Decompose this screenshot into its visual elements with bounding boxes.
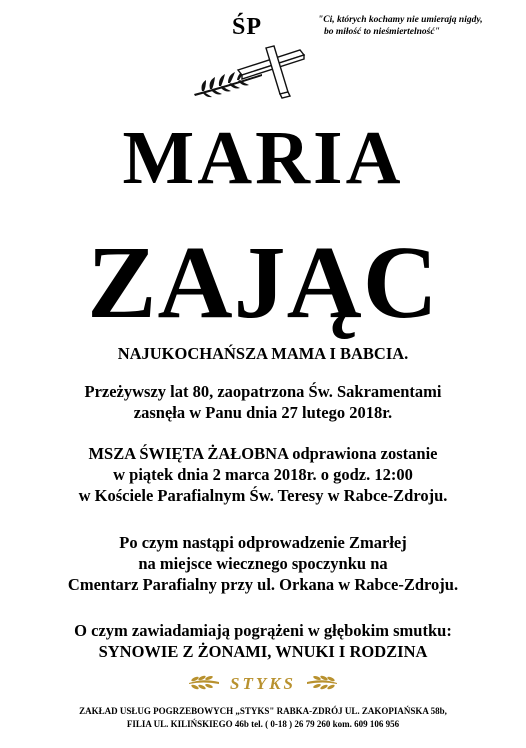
logo-text: STYKS xyxy=(229,674,297,693)
cross-with-palm-icon xyxy=(192,44,310,100)
quote xyxy=(318,14,518,38)
footer-line: ZAKŁAD USŁUG POGRZEBOWYCH „STYKS" RABKA-ZDRÓJ UL. ZAKOPIAŃSKA 58b, xyxy=(79,706,447,716)
closing-info xyxy=(0,620,526,662)
closing-line: O czym zawiadamiają pogrążeni w głębokim smutku: xyxy=(74,621,452,640)
mass-line: w piątek dnia 2 marca 2018r. o godz. 12:00 xyxy=(113,465,413,484)
mass-line: w Kościele Parafialnym Św. Teresy w Rabce-Zdroju. xyxy=(78,486,448,505)
death-line: zasnęła w Panu dnia 27 lutego 2018r. xyxy=(133,403,393,422)
mass-info xyxy=(0,443,526,506)
death-line: Przeżywszy lat 80, zaopatrzona Św. Sakramentami xyxy=(84,382,442,401)
mass-line: MSZA ŚWIĘTA ŻAŁOBNA odprawiona zostanie xyxy=(88,444,438,463)
burial-line: Po czym nastąpi odprowadzenie Zmarłej xyxy=(119,533,407,552)
styks-logo-icon xyxy=(185,670,341,696)
burial-line: na miejsce wiecznego spoczynku na xyxy=(138,554,388,573)
footer-line: FILIA UL. KILIŃSKIEGO 46b tel. ( 0-18 ) 26 79 260 kom. 609 106 956 xyxy=(126,719,400,729)
subtitle: NAJUKOCHAŃSZA MAMA I BABCIA. xyxy=(117,344,409,363)
burial-info xyxy=(0,532,526,595)
burial-line: Cmentarz Parafialny przy ul. Orkana w Rabce-Zdroju. xyxy=(67,575,459,594)
last-name: ZAJĄC xyxy=(87,225,439,340)
laurel-right-icon xyxy=(307,675,337,690)
quote-line-1: "Ci, których kochamy nie umierają nigdy, xyxy=(318,15,483,25)
death-info xyxy=(0,381,526,423)
quote-line-2: bo miłość to nieśmiertelność" xyxy=(324,27,440,37)
laurel-left-icon xyxy=(189,675,219,690)
first-name: MARIA xyxy=(122,116,404,200)
closing-line: SYNOWIE Z ŻONAMI, WNUKI I RODZINA xyxy=(98,642,428,661)
sp-abbreviation: ŚP xyxy=(232,14,263,40)
footer xyxy=(0,705,526,731)
